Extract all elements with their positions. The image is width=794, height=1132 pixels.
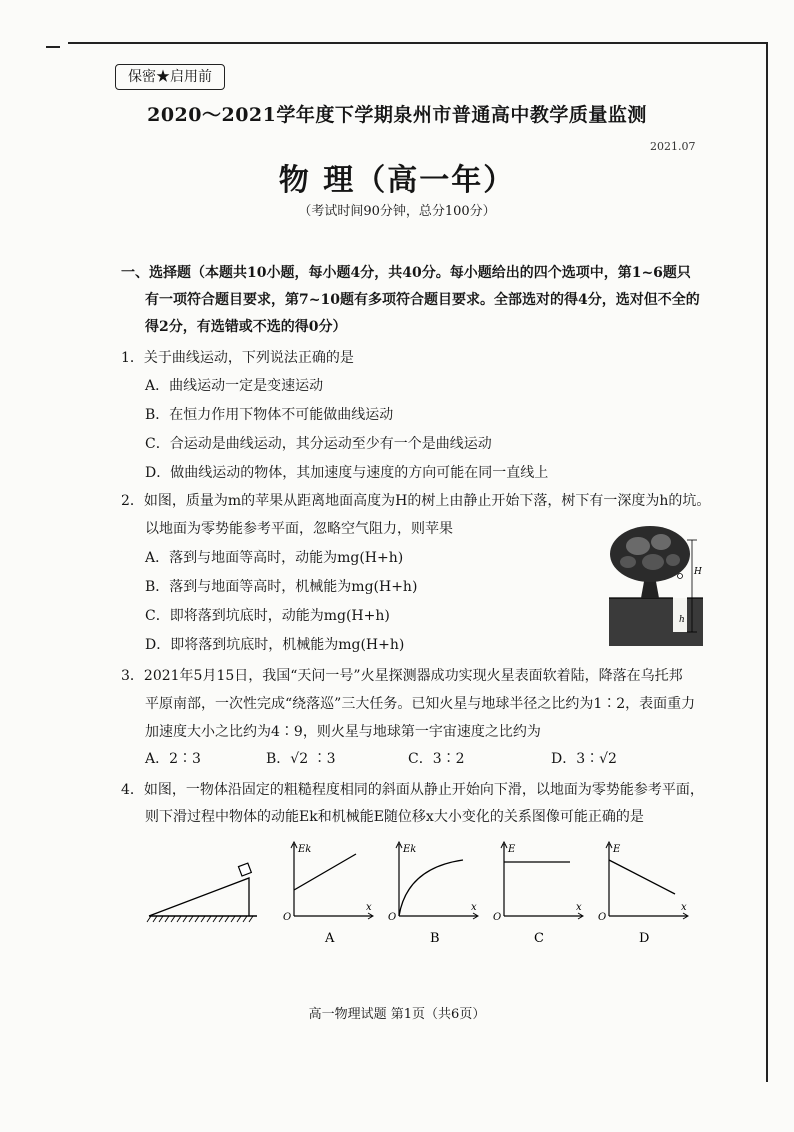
q2-option-c: C．即将落到坑底时，动能为mg(H+h)	[145, 608, 390, 624]
incline-slope	[149, 878, 249, 916]
q4-graph-a	[280, 838, 380, 948]
graph-d-curve	[609, 860, 675, 894]
tree-canopy	[610, 526, 690, 582]
q3-stem-line-3: 加速度大小之比约为4∶9，则火星与地球第一宇宙速度之比约为	[145, 724, 541, 740]
q4-incline-figure	[145, 858, 265, 928]
ground-hatch	[609, 598, 703, 646]
q1-option-d: D．做曲线运动的物体，其加速度与速度的方向可能在同一直线上	[145, 465, 549, 481]
graph-d-xlabel: x	[681, 902, 687, 913]
graph-a-curve	[294, 854, 356, 890]
q2-tree-figure	[603, 518, 709, 648]
q1-option-a: A．曲线运动一定是变速运动	[145, 378, 324, 394]
q4-graph-d	[595, 838, 695, 948]
graph-b-origin: O	[388, 912, 397, 923]
graph-b-label: B	[430, 931, 440, 946]
exam-date: 2021.07	[650, 140, 696, 153]
subject-title: 物 理（高一年）	[278, 163, 516, 198]
secret-label: 保密★启用前	[115, 64, 225, 90]
graph-b-xlabel: x	[471, 902, 477, 913]
q1-option-b: B．在恒力作用下物体不可能做曲线运动	[145, 407, 394, 423]
q3-option-a: A．2∶3	[145, 751, 201, 767]
graph-d-ylabel: E	[613, 844, 621, 855]
graph-d-origin: O	[598, 912, 607, 923]
graph-c-origin: O	[493, 912, 502, 923]
graph-a-label: A	[325, 931, 335, 946]
q3-stem-line-1: 3．2021年5月15日，我国“天问一号”火星探测器成功实现火星表面软着陆，降落在乌托邦	[121, 668, 683, 684]
q2-option-d: D．即将落到坑底时，机械能为mg(H+h)	[145, 637, 405, 653]
sliding-block	[238, 863, 251, 876]
page-footer: 高一物理试题 第1页（共6页）	[308, 1007, 486, 1022]
graph-b-ylabel: Ek	[403, 844, 417, 855]
graph-c-label: C	[534, 931, 544, 946]
section-instructions-line-3: 得2分，有选错或不选的得0分）	[145, 319, 347, 335]
q4-graph-c	[490, 838, 590, 948]
graph-a-ylabel: Ek	[298, 844, 312, 855]
q4-graph-b	[385, 838, 485, 948]
top-left-mark	[46, 46, 60, 48]
q3-stem-line-2: 平原南部，一次性完成“绕落巡”三大任务。已知火星与地球半径之比约为1∶2，表面重力	[145, 696, 696, 712]
q2-option-a: A．落到与地面等高时，动能为mg(H+h)	[145, 550, 404, 566]
section-instructions-line-2: 有一项符合题目要求，第7~10题有多项符合题目要求。全部选对的得4分，选对但不全的	[145, 292, 700, 308]
q2-stem-line-1: 2．如图，质量为m的苹果从距离地面高度为H的树上由静止开始下落，树下有一深度为h的坑。	[121, 493, 711, 509]
q3-option-b: B．√2 ∶3	[266, 751, 336, 767]
graph-c-xlabel: x	[576, 902, 582, 913]
q1-option-c: C．合运动是曲线运动，其分运动至少有一个是曲线运动	[145, 436, 492, 452]
q3-option-c: C．3∶2	[408, 751, 465, 767]
graph-a-origin: O	[283, 912, 292, 923]
graph-d-label: D	[639, 931, 650, 946]
dim-label-H: H	[694, 567, 702, 577]
q4-stem-line-1: 4．如图，一物体沿固定的粗糙程度相同的斜面从静止开始向下滑，以地面为零势能参考平面，	[121, 782, 704, 798]
section-instructions-line-1: 一、选择题（本题共10小题，每小题4分，共40分。每小题给出的四个选项中，第1~6题只	[121, 265, 691, 281]
q4-stem-line-2: 则下滑过程中物体的动能Ek和机械能E随位移x大小变化的关系图像可能正确的是	[145, 809, 644, 825]
exam-info: （考试时间90分钟，总分100分）	[298, 204, 496, 219]
graph-a-xlabel: x	[366, 902, 372, 913]
main-title: 2020～2021学年度下学期泉州市普通高中教学质量监测	[147, 104, 647, 126]
dim-label-h: h	[679, 615, 685, 625]
apple-icon	[678, 574, 683, 579]
q3-option-d: D．3∶√2	[551, 751, 617, 767]
graph-c-ylabel: E	[508, 844, 516, 855]
q1-stem: 1．关于曲线运动，下列说法正确的是	[121, 350, 354, 366]
q2-stem-line-2: 以地面为零势能参考平面，忽略空气阻力，则苹果	[145, 521, 453, 537]
graph-b-curve	[399, 860, 463, 916]
q2-option-b: B．落到与地面等高时，机械能为mg(H+h)	[145, 579, 418, 595]
top-border-line	[68, 42, 768, 44]
